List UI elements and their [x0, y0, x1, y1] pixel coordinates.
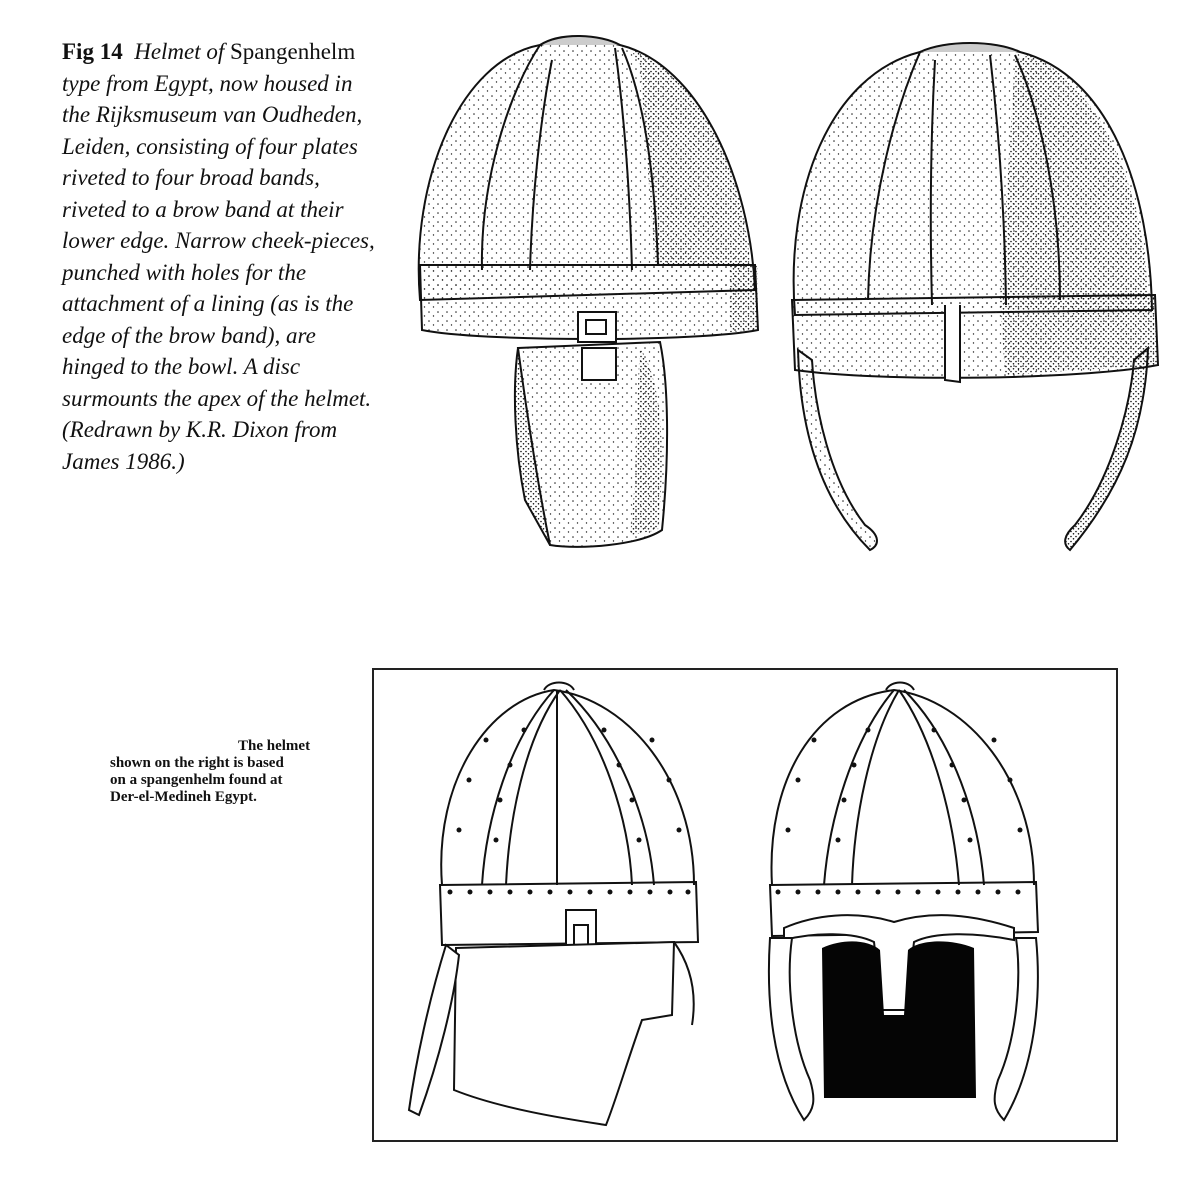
right-helmet-rivets	[776, 728, 1023, 895]
figure-label: Fig 14	[62, 39, 123, 64]
note-line-3: on a spangenhelm found at	[110, 772, 283, 788]
caption-text-2: type from Egypt, now housed in the Rijksmuseum van Oudheden, Leiden, consisting of four plates riveted to four broad bands, riveted to a brow band at their lower edge. Narrow cheek-pieces, punched with holes for the attachment of a lining (as is the edge of the brow band), are hinged to the bowl. A disc surmounts the apex of the helmet. (Redrawn by K.R. Dixon from James 1986.)	[62, 70, 375, 474]
left-helmet-line-drawing	[409, 683, 698, 1126]
helmet-drawings-bottom	[374, 670, 1116, 1140]
line-drawing-panel	[372, 668, 1118, 1142]
helmet-drawings-top	[400, 30, 1180, 590]
note-line-4: Der-el-Medineh Egypt.	[110, 789, 257, 805]
bottom-panel-note	[110, 738, 340, 806]
figure-caption	[62, 36, 382, 477]
caption-text-1: Helmet of	[134, 39, 225, 64]
note-line-2: shown on the right is based	[110, 755, 284, 771]
caption-term-spangenhelm: Spangenhelm	[230, 39, 356, 64]
stippled-helmet-illustrations	[400, 30, 1180, 590]
right-helmet-front-view	[792, 43, 1158, 550]
note-line-1: The helmet	[238, 738, 311, 754]
left-helmet-side-view	[419, 36, 758, 547]
